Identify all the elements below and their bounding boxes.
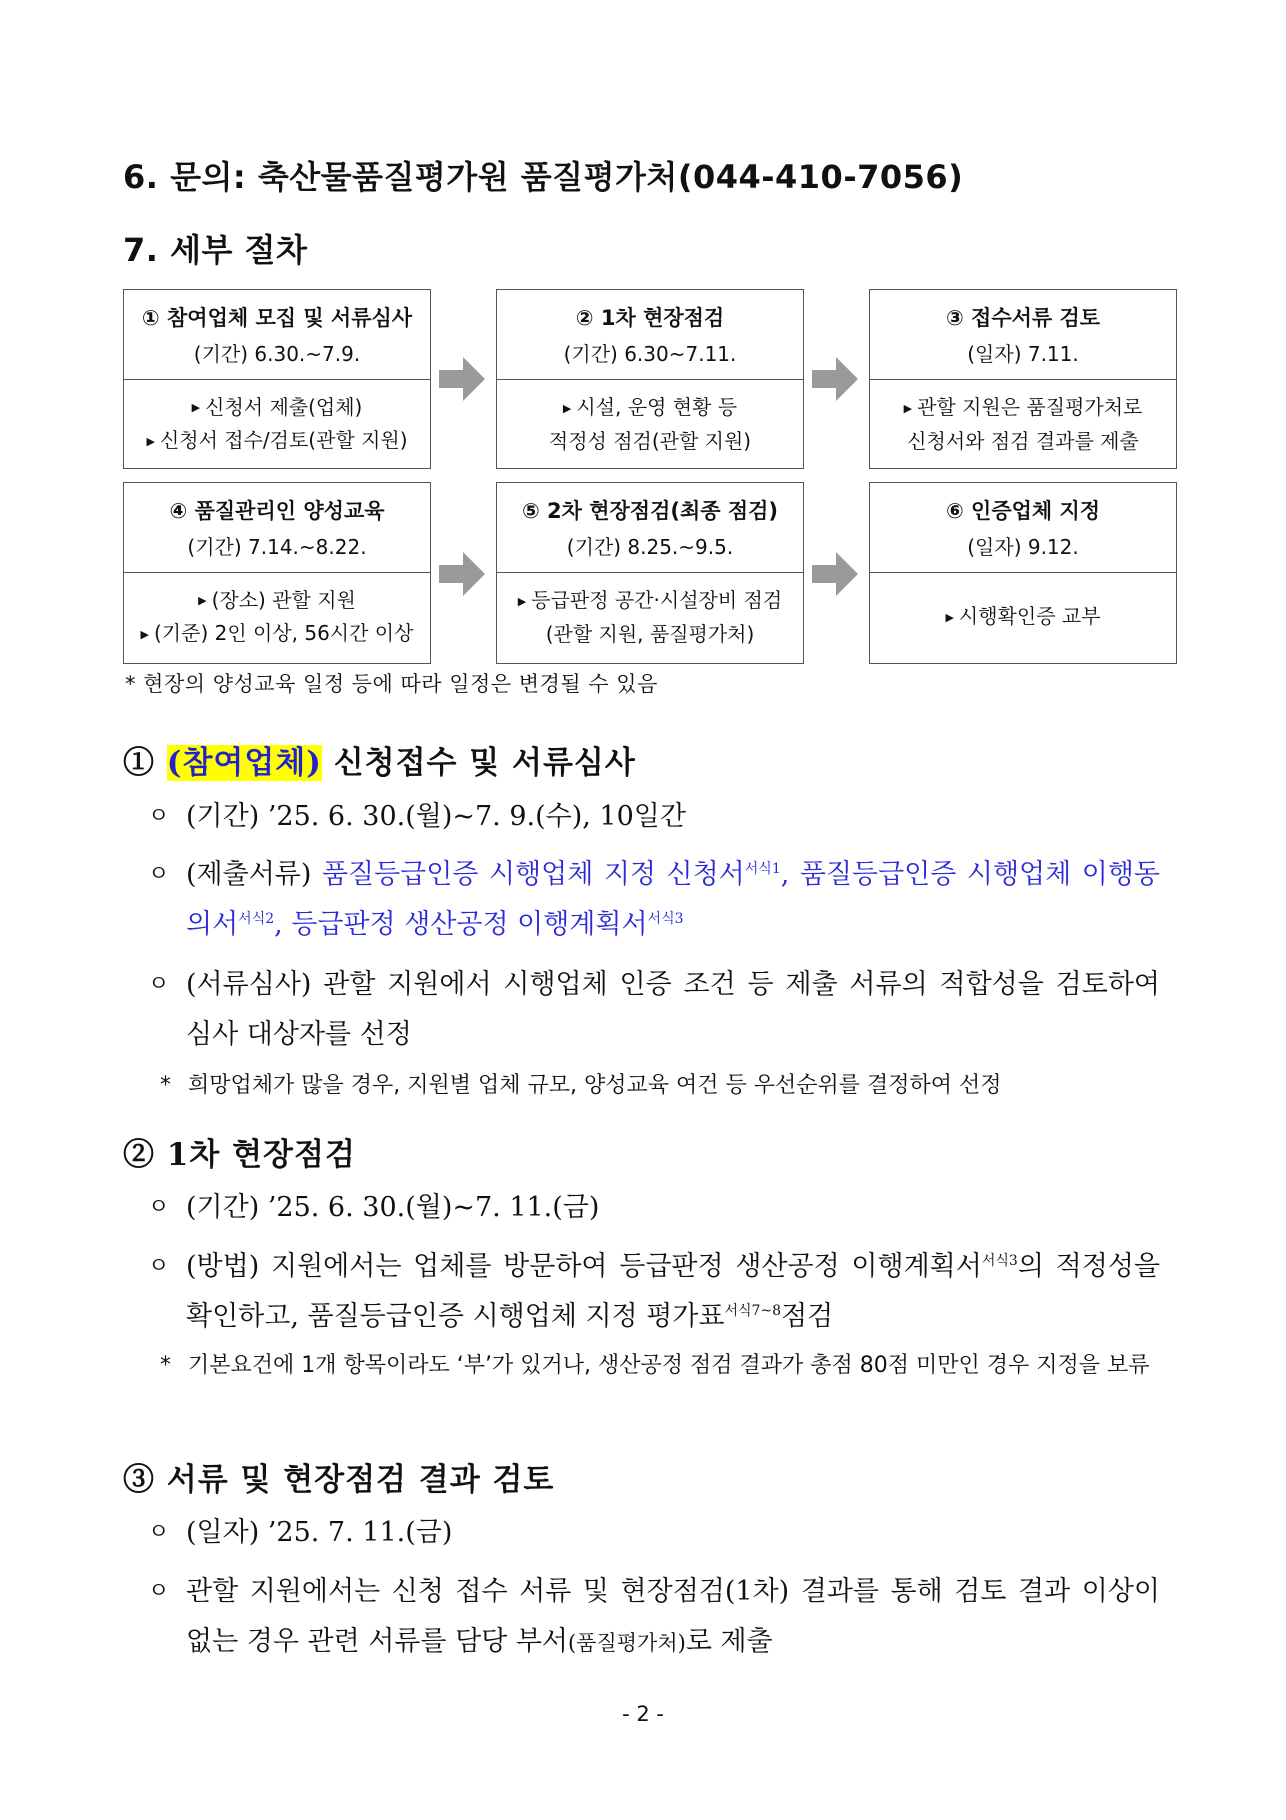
section-1-period [148, 792, 1160, 842]
section-1-documents: ㅇ (제출서류) 품질등급인증 시행업체 지정 신청서$^{서식1}$, 품질등급인증 시행업체 이행동의서$^{서식2}$, 등급판정 생산공정 이행계획서$^{서식3}$ [148, 850, 1160, 950]
step-line: 신청서 제출(업체) [205, 394, 363, 419]
section-title-text: 신청접수 및 서류심사 [333, 745, 636, 781]
step-period: (기간) 7.14.~8.22. [187, 535, 367, 559]
method-sup-1: 서식3 [981, 1253, 1018, 1269]
step-line: (기준) 2인 이상, 56시간 이상 [154, 621, 414, 645]
step-period: (기간) 6.30~7.11. [563, 342, 737, 366]
step-title: ② 1차 현장점검 [575, 306, 725, 330]
section-number: ① [123, 745, 155, 781]
step-box-6 [869, 482, 1177, 664]
section-3-date [148, 1508, 1160, 1558]
item-text: (서류심사) 관할 지원에서 시행업체 인증 조건 등 제출 서류의 적합성을 검토하여 심사 대상자를 선정 [186, 969, 1160, 1050]
section-1-note [160, 1066, 1162, 1106]
triangle-bullet-icon: ▶ [140, 627, 149, 641]
schedule-note: * 현장의 양성교육 일정 등에 따라 일정은 변경될 수 있음 [125, 672, 658, 696]
step-line: 등급판정 공간·시설장비 점검 [531, 588, 783, 613]
triangle-bullet-icon: ▶ [562, 401, 572, 415]
step-title: ① 참여업체 모집 및 서류심사 [141, 306, 413, 330]
section-2-method [148, 1242, 1160, 1342]
bullet-marker: ㅇ [148, 972, 170, 997]
doc-1-sup: 서식1 [744, 861, 781, 877]
arrow-right-icon [439, 552, 485, 596]
step-line: 적정성 점검(관할 지원) [548, 428, 752, 453]
doc-3-sup: 서식3 [647, 911, 684, 927]
bullet-marker: ㅇ [148, 862, 170, 887]
step-period: (기간) 8.25.~9.5. [566, 535, 734, 559]
body-text-a: 관할 지원에서는 신청 접수 서류 및 현장점검(1차) 결과를 통해 검토 결과 이상이 없는 경우 관련 서류를 담당 부서 [186, 1576, 1160, 1657]
doc-1: 품질등급인증 시행업체 지정 신청서 [321, 859, 745, 890]
method-text-a: (방법) 지원에서는 업체를 방문하여 등급판정 생산공정 이행계획서 [186, 1251, 982, 1282]
step-line: (관할 지원, 품질평가처) [545, 621, 755, 646]
doc-2: 품질등급인증 시행업체 이행동의서 [186, 859, 1160, 940]
section-2-title: ② 1차 현장점검 [123, 1137, 356, 1173]
note-text: 기본요건에 1개 항목이라도 ‘부’가 있거나, 생산공정 점검 결과가 총점 80점 미만인 경우 지정을 보류 [188, 1353, 1150, 1378]
triangle-bullet-icon: ▶ [517, 594, 527, 608]
step-line: (장소) 관할 지원 [211, 587, 356, 612]
step-box-5 [496, 482, 804, 664]
procedure-heading: 7. 세부 절차 [123, 231, 308, 269]
triangle-bullet-icon: ▶ [146, 434, 155, 448]
arrow-right-icon [439, 357, 485, 401]
method-text-c: 점검 [781, 1301, 834, 1332]
section-2-note [160, 1346, 1162, 1386]
arrow-right-icon [812, 357, 858, 401]
item-text: (기간) ’25. 6. 30.(월)~7. 11.(금) [186, 1192, 600, 1223]
highlighted-label: (참여업체) [166, 745, 322, 781]
doc-2-sup: 서식2 [238, 911, 275, 927]
triangle-bullet-icon: ▶ [945, 610, 954, 624]
step-line: 시설, 운영 현황 등 [576, 395, 738, 420]
triangle-bullet-icon: ▶ [191, 401, 201, 414]
section-3-body [148, 1567, 1160, 1668]
page-number: - 2 - [622, 1702, 664, 1726]
step-line: 신청서와 점검 결과를 제출 [907, 428, 1139, 453]
section-3-title: ③ 서류 및 현장점검 결과 검토 [123, 1462, 555, 1498]
step-box-1 [123, 289, 431, 469]
doc-3: 등급판정 생산공정 이행계획서 [291, 909, 648, 940]
step-line: 신청서 접수/검토(관할 지원) [159, 428, 408, 452]
method-text-b: 의 적정성을 확인하고, 품질등급인증 시행업체 지정 평가표 [186, 1251, 1160, 1332]
body-text-small: (품질평가처) [567, 1631, 686, 1655]
asterisk-marker: * [160, 1073, 171, 1098]
step-line: 시행확인증 교부 [958, 604, 1101, 629]
method-sup-2: 서식7~8 [724, 1303, 782, 1319]
bullet-marker: ㅇ [148, 804, 170, 829]
bullet-marker: ㅇ [148, 1254, 170, 1279]
bullet-marker: ㅇ [148, 1195, 170, 1220]
triangle-bullet-icon: ▶ [903, 401, 913, 415]
arrow-right-icon [812, 552, 858, 596]
step-box-2 [496, 289, 804, 469]
item-text: (기간) ’25. 6. 30.(월)~7. 9.(수), 10일간 [186, 801, 686, 832]
section-1-title [123, 737, 636, 782]
bullet-marker: ㅇ [148, 1579, 170, 1604]
section-1-review [148, 960, 1160, 1060]
contact-heading: 6. 문의: 축산물품질평가원 품질평가처(044-410-7056) [123, 158, 964, 196]
step-title: ③ 접수서류 검토 [945, 306, 1101, 330]
note-text: 희망업체가 많을 경우, 지원별 업체 규모, 양성교육 여건 등 우선순위를 결정하여 선정 [188, 1073, 1002, 1098]
step-box-3 [869, 289, 1177, 469]
step-title: ⑤ 2차 현장점검(최종 점검) [521, 499, 779, 523]
docs-label: (제출서류) [186, 859, 312, 890]
step-period: (기간) 6.30.~7.9. [193, 342, 361, 366]
step-period: (일자) 9.12. [967, 535, 1079, 559]
bullet-marker: ㅇ [148, 1520, 170, 1545]
triangle-bullet-icon: ▶ [198, 594, 207, 607]
section-2-period [148, 1183, 1160, 1233]
step-title: ⑥ 인증업체 지정 [945, 499, 1101, 523]
asterisk-marker: * [160, 1353, 171, 1378]
body-text-b: 로 제출 [685, 1626, 773, 1657]
step-box-4 [123, 482, 431, 664]
step-line: 관할 지원은 품질평가처로 [917, 395, 1143, 420]
item-text: (일자) ’25. 7. 11.(금) [186, 1517, 453, 1548]
step-period: (일자) 7.11. [967, 342, 1079, 366]
step-title: ④ 품질관리인 양성교육 [169, 499, 385, 523]
